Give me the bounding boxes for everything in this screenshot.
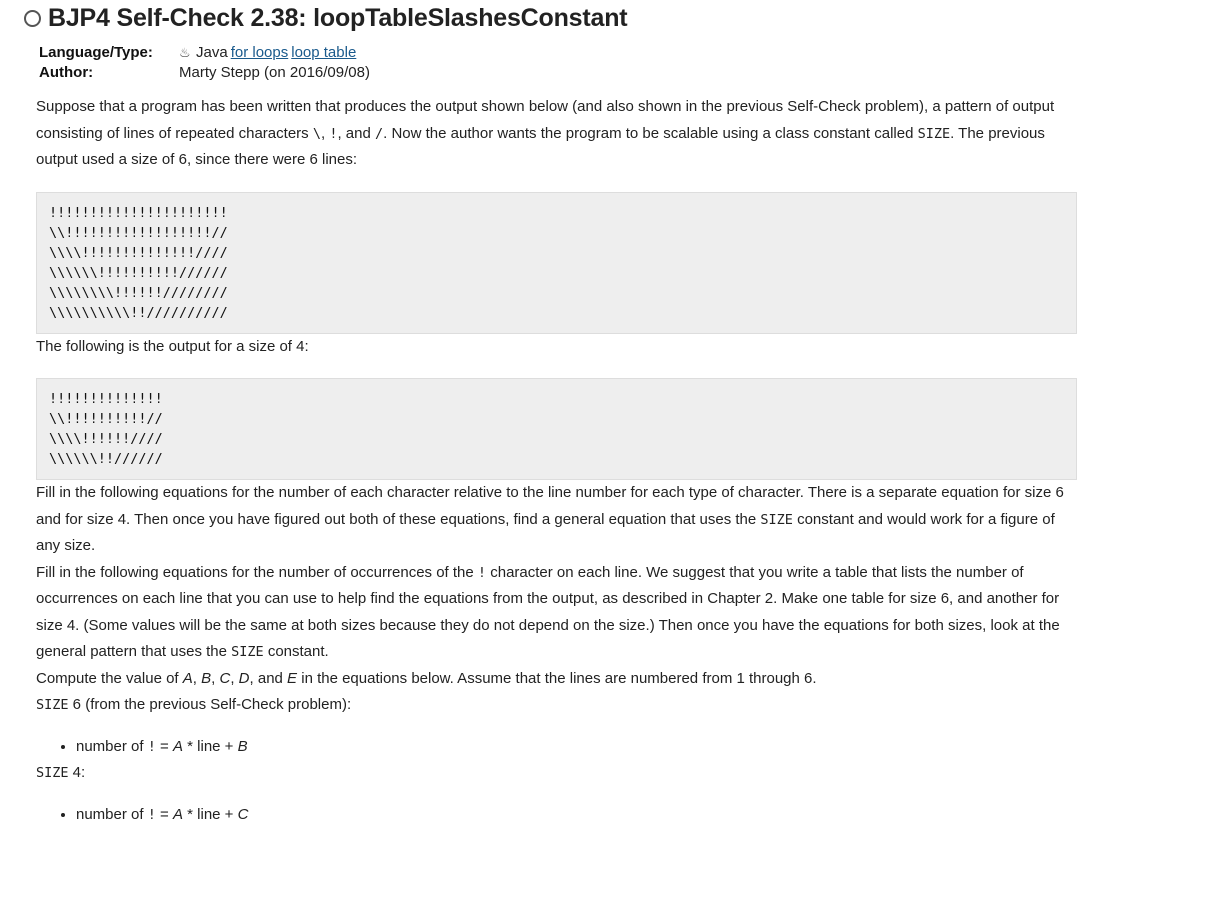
size-constant: SIZE (917, 125, 951, 142)
eq-text: = (155, 737, 173, 755)
backslash-char: \ (312, 125, 321, 142)
size4-heading (36, 760, 1081, 787)
output-size-4 (36, 378, 1077, 480)
problem-header (24, 4, 627, 33)
tag-link-loop-table[interactable]: loop table (291, 44, 357, 61)
bang-char: ! (329, 125, 338, 142)
var-d: D (238, 669, 250, 687)
intro-paragraph (36, 94, 1081, 174)
list-item (76, 802, 1081, 829)
eq-text: * line + (182, 805, 238, 823)
var-a: A (172, 805, 183, 823)
slash-char: / (374, 125, 384, 142)
occurrences-text-3: constant. (263, 643, 329, 660)
size-constant: SIZE (760, 511, 793, 528)
output-line: \\!!!!!!!!!!!!!!!!!!// (49, 224, 228, 241)
size-constant: SIZE (36, 697, 69, 713)
list-item (76, 734, 1081, 761)
bang-char: ! (477, 564, 487, 581)
size4-intro: The following is the output for a size of 4: (36, 337, 309, 355)
java-cup-icon: ♨ (179, 45, 191, 60)
var-a: A (172, 737, 183, 755)
eq-text: number of (76, 737, 148, 755)
output-line: !!!!!!!!!!!!!!!!!!!!!! (49, 204, 228, 221)
size-constant: SIZE (231, 644, 264, 660)
intro-text-1: Suppose that a program has been written that produces the output shown below (and also shown in the previous Self-Check problem), a pattern of output consisting of lines of repeated characters (36, 98, 1055, 142)
sep: , (211, 669, 220, 687)
intro-text-5: . The previous output used a size of 6, since there were 6 lines: (36, 124, 1045, 168)
output-line: \\!!!!!!!!!!// (49, 411, 163, 427)
equations-text-2: constant and would work for a figure of any size. (36, 510, 1055, 554)
page-title: BJP4 Self-Check 2.38: loopTableSlashesConstant (48, 4, 628, 32)
size6-heading (36, 692, 1081, 719)
equations-paragraph (36, 480, 1081, 560)
var-b: B (201, 669, 212, 687)
var-c: C (237, 805, 249, 823)
var-e: E (287, 669, 298, 687)
eq-text: * line + (182, 737, 238, 755)
var-a: A (182, 669, 193, 687)
compute-text-1: Compute the value of (36, 669, 183, 687)
output-line: !!!!!!!!!!!!!! (49, 391, 163, 407)
problem-meta (39, 43, 370, 83)
bang-char: ! (147, 806, 156, 823)
var-b: B (237, 737, 248, 755)
equations-text-1: Fill in the following equations for the number of each character relative to the line number for each type of character. There is a separate equation for size 6 and for size 4. Then once you have figured out both of these equations, find a general equation that uses the (36, 484, 1064, 528)
size6-heading-text: 6 (from the previous Self-Check problem): (68, 696, 352, 713)
author-row (39, 63, 370, 83)
intro-text-4: . Now the author wants the program to be scalable using a class constant called (383, 124, 918, 142)
eq-text: number of (76, 805, 148, 823)
output-line: \\\\\\\\!!!!!!//////// (49, 284, 228, 301)
tag-link-for-loops[interactable]: for loops (230, 44, 289, 61)
compute-text-2: in the equations below. Assume that the lines are numbered from 1 through 6. (297, 669, 817, 687)
size4-heading-text: 4: (68, 764, 86, 781)
occurrences-paragraph (36, 560, 1081, 666)
var-c: C (219, 669, 231, 687)
intro-text-3: , and (337, 124, 375, 142)
language-value-container (179, 43, 356, 63)
output-line: \\\\!!!!!!//// (49, 431, 163, 447)
bang-char: ! (147, 738, 156, 755)
size-constant: SIZE (36, 765, 69, 781)
sep: , (192, 669, 202, 687)
output-line: \\\\!!!!!!!!!!!!!!//// (49, 244, 228, 261)
size6-equation-list (36, 734, 1081, 761)
circle-outline-icon (24, 10, 41, 27)
intro-text-2: , (320, 124, 330, 142)
sep: , and (249, 669, 288, 687)
language-row (39, 43, 370, 63)
author-value: Marty Stepp (on 2016/09/08) (179, 64, 370, 81)
output-size-6 (36, 192, 1077, 334)
problem-description (36, 94, 1081, 828)
occurrences-text-2: character on each line. We suggest that you write a table that lists the number of occurrences on each line that you can use to help find the equations from the output, as described in Chapter 2. Make one table for size 6, and another for size 4. (Some values will be the same at both sizes because they do not depend on the size.) Then once you have the equations for both sizes, look at the general pattern that uses the (36, 563, 1060, 660)
author-label: Author: (39, 64, 94, 81)
eq-text: = (155, 805, 173, 823)
language-label: Language/Type: (39, 44, 153, 61)
output-line: \\\\\\!!////// (49, 451, 163, 467)
compute-paragraph (36, 666, 1081, 693)
language-value: Java (196, 44, 228, 61)
sep: , (230, 669, 239, 687)
size4-equation-list (36, 802, 1081, 829)
occurrences-text-1: Fill in the following equations for the number of occurrences of the (36, 563, 478, 581)
output-line: \\\\\\!!!!!!!!!!////// (49, 264, 228, 281)
output-line: \\\\\\\\\\!!////////// (49, 304, 228, 321)
